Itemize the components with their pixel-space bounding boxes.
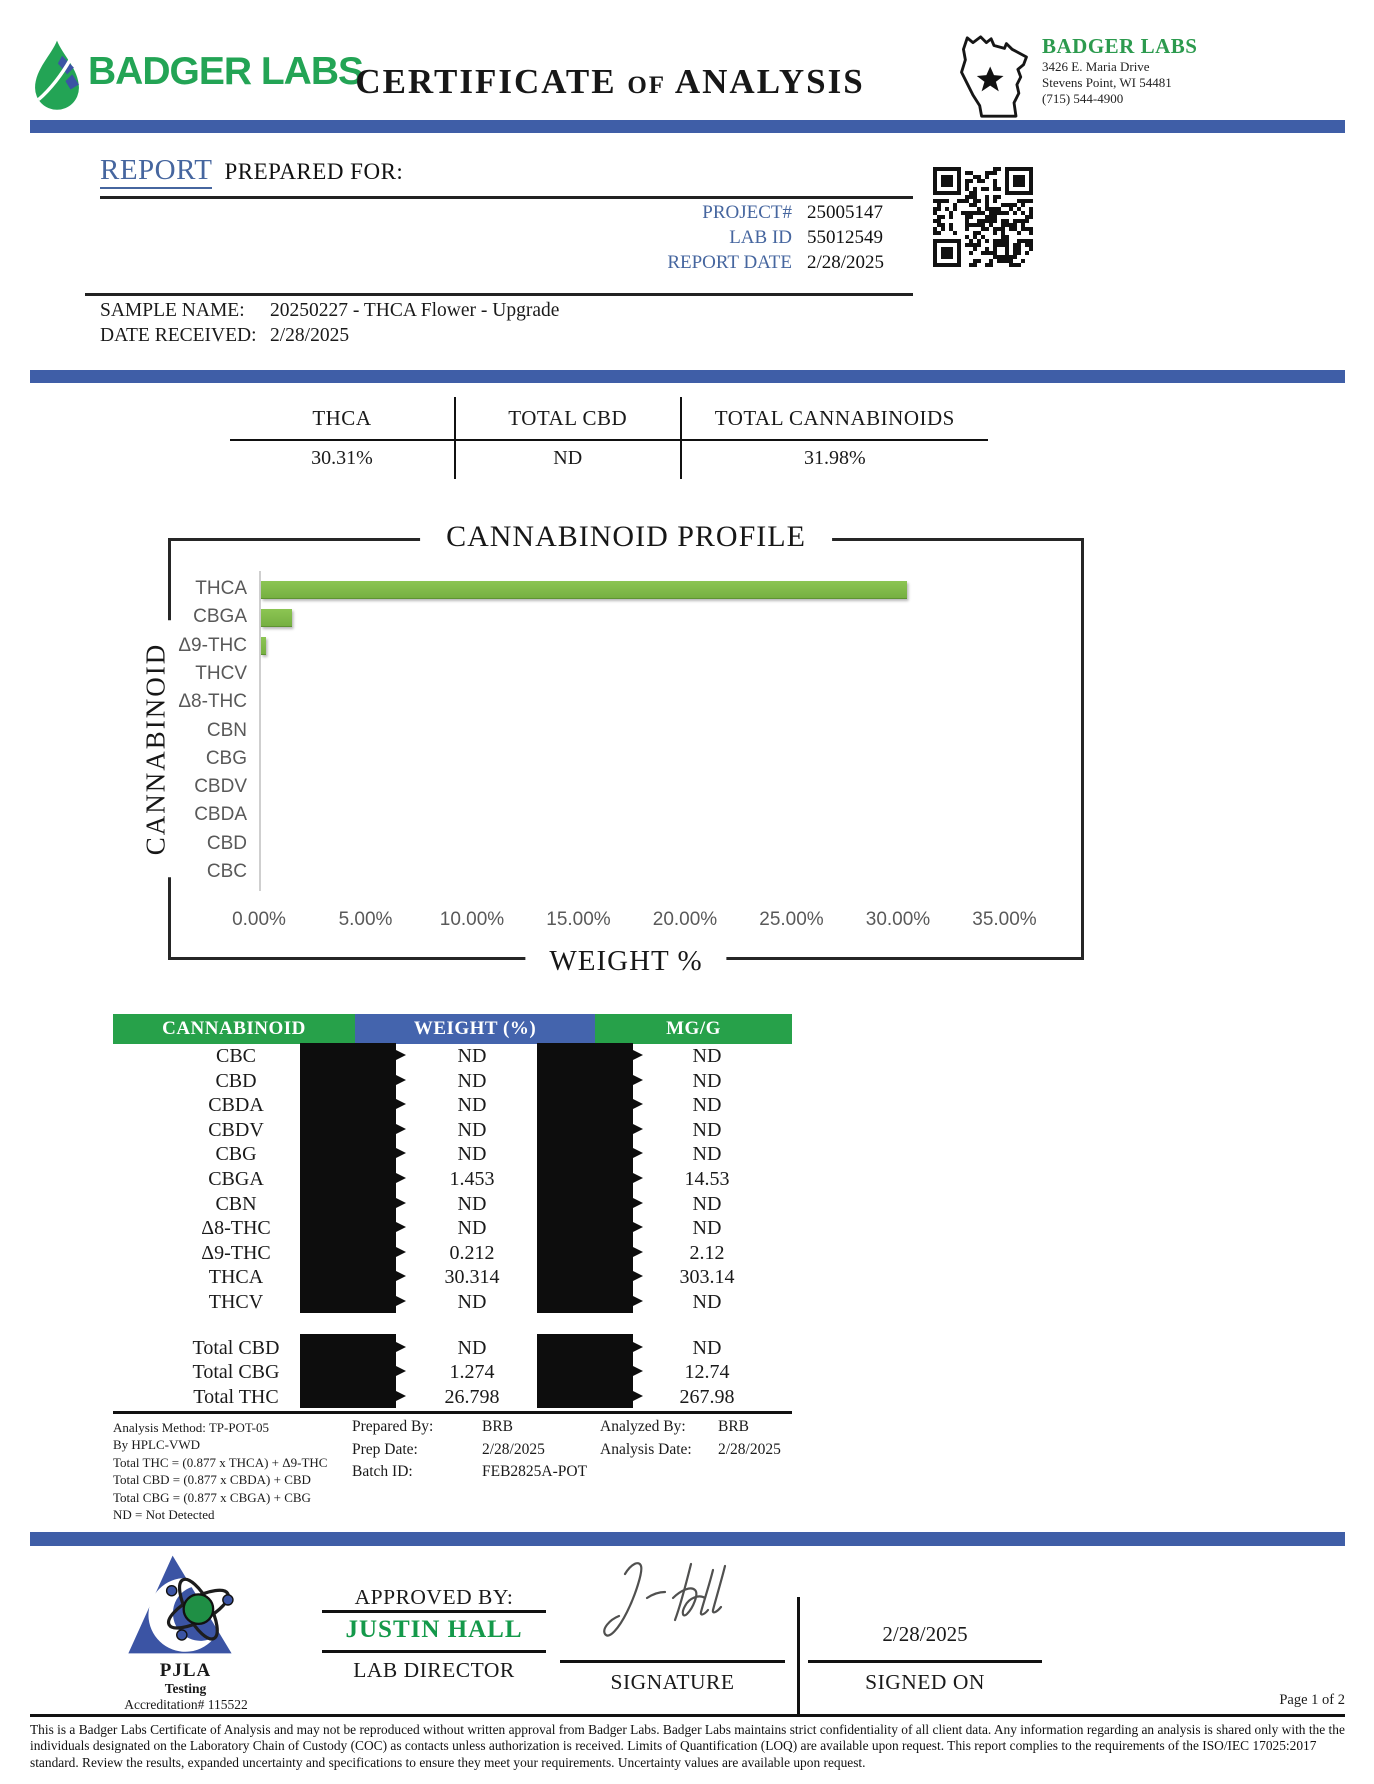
table-row: [113, 1069, 792, 1094]
summary-column-label: TOTAL CBD: [508, 406, 628, 430]
table-gap: [113, 1315, 792, 1336]
divider-bar-top: [30, 120, 1345, 133]
chart-y-axis-label: CANNABINOID: [141, 621, 172, 878]
chart-category-label: CBC: [206, 861, 247, 882]
arrow-icon: [300, 1384, 396, 1409]
table-header-cell: WEIGHT (%): [355, 1014, 595, 1044]
approved-by-label: APPROVED BY:: [354, 1585, 514, 1609]
summary-underline: [230, 439, 988, 441]
signed-on-line: [808, 1660, 1042, 1663]
arrow-icon: [300, 1092, 396, 1117]
sample-meta: [100, 299, 559, 348]
chart-category-label: THCV: [195, 662, 247, 684]
weight-percent-value: 30.314: [444, 1266, 500, 1289]
cannabinoid-name: CBGA: [208, 1167, 264, 1190]
arrow-icon: [537, 1117, 633, 1142]
weight-percent-value: ND: [457, 1118, 487, 1141]
table-row: [113, 1142, 792, 1167]
lab-address-line1: 3426 E. Maria Drive: [1042, 59, 1150, 74]
cannabinoid-name: CBDV: [208, 1118, 264, 1141]
table-row: [113, 1265, 792, 1290]
mg-per-g-value: ND: [692, 1069, 722, 1092]
summary-column: [454, 397, 682, 479]
report-field-label: REPORT DATE: [667, 251, 792, 273]
signature-image: [595, 1552, 765, 1657]
arrow-icon: [537, 1289, 633, 1314]
pjla-subtitle: Testing: [164, 1681, 207, 1696]
pjla-logo-icon: [118, 1552, 253, 1658]
mg-per-g-value: ND: [692, 1192, 722, 1215]
table-row: [113, 1093, 792, 1118]
arrow-icon: [300, 1215, 396, 1240]
mg-per-g-value: 267.98: [679, 1385, 735, 1408]
mg-per-g-value: 303.14: [679, 1266, 735, 1289]
note-label: Prep Date:: [352, 1440, 418, 1458]
chart-category-label: Δ9-THC: [178, 634, 247, 656]
badger-labs-drop-logo-icon: [30, 36, 84, 116]
report-field-label: LAB ID: [729, 226, 792, 248]
weight-percent-value: ND: [457, 1143, 487, 1166]
qr-code: [933, 167, 1033, 267]
approver-name: JUSTIN HALL: [345, 1616, 523, 1643]
weight-percent-value: ND: [457, 1336, 487, 1359]
note-label: Analysis Date:: [600, 1440, 692, 1458]
note-row: [352, 1416, 587, 1439]
table-row: [113, 1290, 792, 1315]
approver-title: LAB DIRECTOR: [353, 1658, 515, 1682]
mg-per-g-value: ND: [692, 1336, 722, 1359]
weight-percent-value: ND: [457, 1069, 487, 1092]
lab-phone: (715) 544-4900: [1042, 91, 1124, 106]
note-row: [600, 1416, 781, 1439]
pjla-name: PJLA: [159, 1660, 212, 1681]
cannabinoid-name: CBC: [215, 1045, 257, 1067]
mg-per-g-value: 12.74: [684, 1361, 730, 1384]
cannabinoid-name: Total CBG: [192, 1361, 280, 1384]
method-notes: [113, 1419, 327, 1523]
divider-bar-middle: [30, 370, 1345, 383]
arrow-icon: [537, 1384, 633, 1409]
weight-percent-value: ND: [457, 1217, 487, 1240]
cannabinoid-name: CBDA: [208, 1094, 264, 1117]
arrow-icon: [300, 1240, 396, 1265]
chart-category-label: Δ8-THC: [178, 691, 247, 713]
cannabinoid-table: [113, 1014, 792, 1414]
arrow-icon: [537, 1334, 633, 1359]
weight-percent-value: ND: [457, 1094, 487, 1117]
chart-category-label: CBN: [206, 719, 247, 741]
report-fields: [600, 200, 930, 275]
chart-x-tick-label: 10.00%: [439, 909, 505, 930]
chart-x-tick-label: 0.00%: [232, 909, 286, 930]
lab-address-line2: Stevens Point, WI 54481: [1042, 75, 1172, 90]
arrow-icon: [300, 1334, 396, 1359]
report-field-row: [600, 200, 930, 225]
sample-name-row: [100, 299, 559, 324]
page-title: CERTIFICATE of ANALYSIS: [355, 62, 865, 101]
note-row: [600, 1439, 781, 1462]
table-header-row: [113, 1014, 792, 1044]
table-row: [113, 1044, 792, 1069]
arrow-icon: [300, 1067, 396, 1092]
cannabinoid-name: Δ9-THC: [201, 1241, 271, 1264]
sample-name-value: 20250227 - THCA Flower - Upgrade: [270, 300, 560, 321]
footer-divider: [797, 1597, 800, 1715]
note-value: 2/28/2025: [718, 1440, 781, 1458]
arrow-icon: [537, 1240, 633, 1265]
arrow-icon: [537, 1359, 633, 1384]
chart-x-tick-label: 35.00%: [972, 909, 1037, 930]
arrow-icon: [300, 1264, 396, 1289]
arrow-icon: [537, 1190, 633, 1215]
chart-category-label: CBGA: [193, 606, 247, 628]
table-total-row: [113, 1336, 792, 1361]
arrow-icon: [537, 1264, 633, 1289]
rule-under-report-heading: [100, 196, 913, 199]
report-heading-word: REPORT: [100, 154, 212, 189]
weight-percent-value: 1.274: [449, 1361, 495, 1384]
cannabinoid-name: THCA: [208, 1266, 264, 1289]
pjla-accreditation: Accreditation# 115522: [124, 1697, 248, 1712]
weight-percent-value: 0.212: [449, 1241, 495, 1264]
summary-column-value: ND: [553, 447, 583, 469]
arrow-icon: [300, 1289, 396, 1314]
summary-column: [682, 397, 988, 479]
divider-bar-bottom: [30, 1532, 1345, 1546]
report-field-value: 55012549: [807, 226, 883, 248]
wisconsin-map-icon: [952, 30, 1036, 124]
method-note-line: Total CBD = (0.877 x CBDA) + CBD: [113, 1472, 311, 1488]
arrow-icon: [537, 1043, 633, 1068]
mg-per-g-value: ND: [692, 1045, 722, 1067]
chart-x-tick-label: 15.00%: [546, 909, 611, 930]
method-note-line: Analysis Method: TP-POT-05: [113, 1420, 270, 1435]
arrow-icon: [537, 1141, 633, 1166]
cannabinoid-name: CBG: [215, 1143, 257, 1166]
summary-strip: [230, 397, 988, 479]
summary-column-label: THCA: [312, 406, 372, 430]
chart-x-tick-label: 30.00%: [865, 909, 931, 930]
arrow-icon: [300, 1141, 396, 1166]
note-value: 2/28/2025: [482, 1440, 545, 1458]
chart-x-tick-label: 25.00%: [759, 909, 824, 930]
chart-category-label: CBDA: [194, 804, 247, 826]
summary-column-value: 31.98%: [803, 447, 866, 469]
chart-category-label: CBD: [206, 832, 247, 854]
weight-percent-value: 1.453: [449, 1167, 495, 1190]
arrow-icon: [300, 1117, 396, 1142]
approved-by-line: [322, 1610, 546, 1613]
weight-percent-value: ND: [457, 1045, 487, 1067]
cannabinoid-profile-chart: [140, 520, 1084, 977]
prep-notes: [352, 1416, 587, 1484]
chart-bar: [261, 581, 907, 599]
cannabinoid-name: THCV: [208, 1290, 264, 1313]
lab-name: BADGER LABS: [1042, 34, 1198, 58]
signed-on-date: 2/28/2025: [882, 1622, 968, 1646]
arrow-icon: [537, 1092, 633, 1117]
method-note-line: ND = Not Detected: [113, 1507, 215, 1523]
summary-column-value: 30.31%: [311, 447, 373, 469]
chart-title: CANNABINOID PROFILE: [420, 520, 832, 554]
summary-column: [230, 397, 454, 479]
mg-per-g-value: ND: [692, 1290, 722, 1313]
arrow-icon: [300, 1166, 396, 1191]
signature-line: [560, 1660, 785, 1663]
note-value: BRB: [718, 1418, 750, 1435]
report-heading: [100, 154, 403, 187]
chart-category-label: CBDV: [194, 776, 247, 798]
analysis-meta-notes: [600, 1416, 781, 1461]
report-field-row: [600, 250, 930, 275]
page-number: Page 1 of 2: [1279, 1692, 1345, 1708]
mg-per-g-value: ND: [692, 1118, 722, 1141]
arrow-icon: [537, 1215, 633, 1240]
table-row: [113, 1216, 792, 1241]
report-field-value: 2/28/2025: [807, 251, 885, 273]
lab-address-block: [1042, 36, 1362, 105]
cannabinoid-name: Total CBD: [192, 1336, 280, 1359]
mg-per-g-value: 14.53: [684, 1167, 730, 1190]
date-received-row: [100, 324, 559, 349]
report-field-label: PROJECT#: [702, 201, 792, 223]
report-field-value: 25005147: [807, 201, 883, 223]
date-received-value: 2/28/2025: [270, 324, 350, 346]
approver-line: [322, 1650, 546, 1653]
footer-rule: [30, 1714, 1345, 1717]
arrow-icon: [300, 1043, 396, 1068]
note-row: [352, 1461, 587, 1484]
mg-per-g-value: ND: [692, 1143, 722, 1166]
note-label: Analyzed By:: [600, 1418, 686, 1435]
note-value: FEB2825A-POT: [482, 1463, 588, 1480]
mg-per-g-value: ND: [692, 1217, 722, 1240]
summary-column-label: TOTAL CANNABINOIDS: [714, 406, 955, 430]
cannabinoid-name: CBN: [215, 1192, 257, 1215]
chart-plot-area: [171, 541, 1081, 957]
chart-category-label: THCA: [195, 578, 247, 599]
note-row: [352, 1439, 587, 1462]
table-row: [113, 1241, 792, 1266]
arrow-icon: [537, 1067, 633, 1092]
arrow-icon: [537, 1166, 633, 1191]
cannabinoid-name: CBD: [215, 1069, 257, 1092]
chart-x-axis-label: WEIGHT %: [525, 945, 726, 978]
note-value: BRB: [482, 1418, 514, 1435]
method-note-line: Total CBG = (0.877 x CBGA) + CBG: [113, 1489, 311, 1505]
signed-on-label: SIGNED ON: [865, 1670, 985, 1694]
chart-x-tick-label: 5.00%: [338, 909, 393, 930]
table-total-row: [113, 1360, 792, 1385]
chart-bar: [261, 637, 266, 655]
note-label: Prepared By:: [352, 1418, 434, 1435]
mg-per-g-value: ND: [692, 1094, 722, 1117]
chart-bar: [261, 609, 292, 627]
mg-per-g-value: 2.12: [689, 1241, 725, 1264]
table-bottom-rule: [113, 1411, 792, 1414]
weight-percent-value: 26.798: [444, 1385, 500, 1408]
disclaimer-text: This is a Badger Labs Certificate of Analysis and may not be reproduced without written approval from Badger Labs. Badger Labs maintains strict confidentiality of all client data. Any information regarding an analysis is shared only with the the individuals designated on the Laboratory Chain of Custody (COC) as contacts unless authorization is received. Limits of Quantification (LOQ) are available upon request. This report complies to the requirements of the ISO/IEC 17025:2017 standard. Review the results, expanded uncertainty and specifications to ensure they meet your requirements. Uncertainty values are available upon request.: [30, 1722, 1345, 1770]
arrow-icon: [300, 1359, 396, 1384]
table-row: [113, 1167, 792, 1192]
table-row: [113, 1192, 792, 1217]
sample-name-label: SAMPLE NAME:: [100, 300, 245, 321]
method-note-line: By HPLC-VWD: [113, 1437, 201, 1453]
table-total-row: [113, 1385, 792, 1410]
chart-x-tick-label: 20.00%: [652, 909, 718, 930]
cannabinoid-name: Total THC: [193, 1385, 279, 1408]
rule-above-sample: [85, 293, 913, 296]
table-header-cell: CANNABINOID: [113, 1014, 355, 1044]
date-received-label: DATE RECEIVED:: [100, 324, 257, 346]
signature-label: SIGNATURE: [610, 1670, 735, 1694]
weight-percent-value: ND: [457, 1192, 487, 1215]
cannabinoid-name: Δ8-THC: [201, 1217, 271, 1240]
note-label: Batch ID:: [352, 1463, 413, 1480]
report-field-row: [600, 225, 930, 250]
report-heading-rest: PREPARED FOR:: [224, 159, 404, 184]
table-row: [113, 1118, 792, 1143]
arrow-icon: [300, 1190, 396, 1215]
table-header-cell: MG/G: [595, 1014, 792, 1044]
brand-wordmark: BADGER LABS: [88, 50, 364, 93]
method-note-line: Total THC = (0.877 x THCA) + Δ9-THC: [113, 1454, 328, 1470]
weight-percent-value: ND: [457, 1290, 487, 1313]
chart-category-label: CBG: [205, 747, 247, 769]
